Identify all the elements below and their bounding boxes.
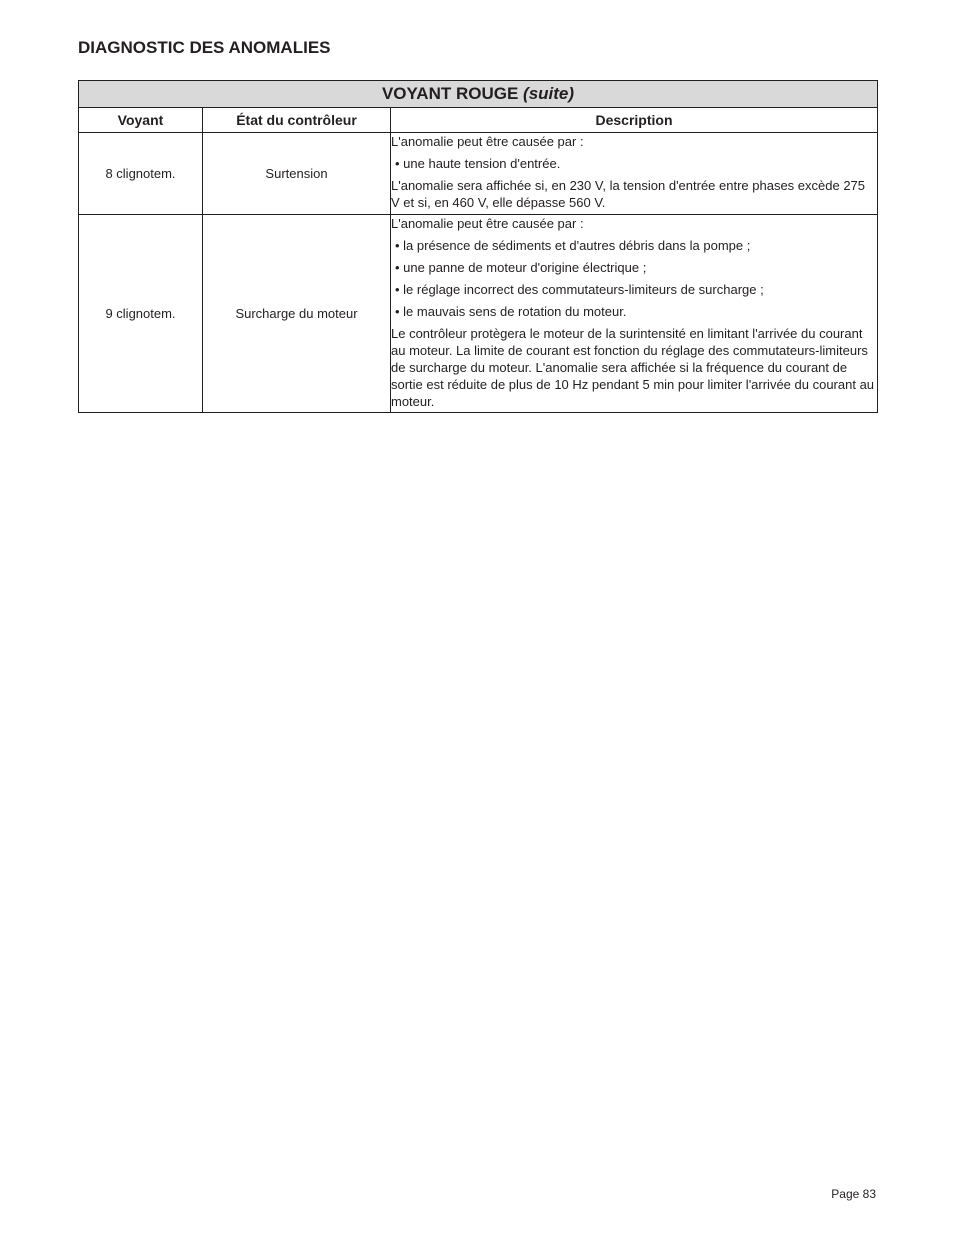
fault-table [78, 80, 878, 413]
description-intro: L'anomalie peut être causée par : [391, 134, 584, 149]
table-title-suffix: (suite) [523, 84, 575, 103]
description-cell [391, 133, 878, 215]
header-voyant: Voyant [79, 108, 203, 133]
description-intro: L'anomalie peut être causée par : [391, 216, 584, 231]
page-number: Page 83 [831, 1187, 876, 1201]
table-title-main: VOYANT ROUGE [381, 84, 519, 103]
table-row [79, 133, 878, 215]
description-note: L'anomalie sera affichée si, en 230 V, la tension d'entrée entre phases excède 275 V et si, en 460 V, elle dépasse 560 V. [391, 178, 866, 210]
header-etat: État du contrôleur [203, 108, 391, 133]
table-header-row [79, 108, 878, 133]
etat-cell: Surcharge du moteur [203, 215, 391, 413]
voyant-cell: 9 clignotem. [79, 215, 203, 413]
description-bullet: • une panne de moteur d'origine électrique ; [395, 260, 647, 275]
description-bullet: • le mauvais sens de rotation du moteur. [395, 304, 627, 319]
voyant-cell: 8 clignotem. [79, 133, 203, 215]
table-row [79, 215, 878, 413]
description-bullet: • la présence de sédiments et d'autres débris dans la pompe ; [395, 238, 751, 253]
section-title: DIAGNOSTIC DES ANOMALIES [78, 38, 331, 57]
table-title-row [79, 81, 878, 108]
description-note: Le contrôleur protègera le moteur de la surintensité en limitant l'arrivée du courant au moteur. La limite de courant est fonction du réglage des commutateurs-limiteurs de surcharge du moteur. L'anomalie sera affichée si la fréquence du courant de sortie est réduite de plus de 10 Hz pendant 5 min pour limiter l'arrivée du courant au moteur. [391, 326, 875, 409]
description-bullet: • le réglage incorrect des commutateurs-limiteurs de surcharge ; [395, 282, 764, 297]
table-title [79, 81, 878, 108]
header-description: Description [391, 108, 878, 133]
etat-cell: Surtension [203, 133, 391, 215]
description-bullet: • une haute tension d'entrée. [395, 156, 561, 171]
description-cell [391, 215, 878, 413]
